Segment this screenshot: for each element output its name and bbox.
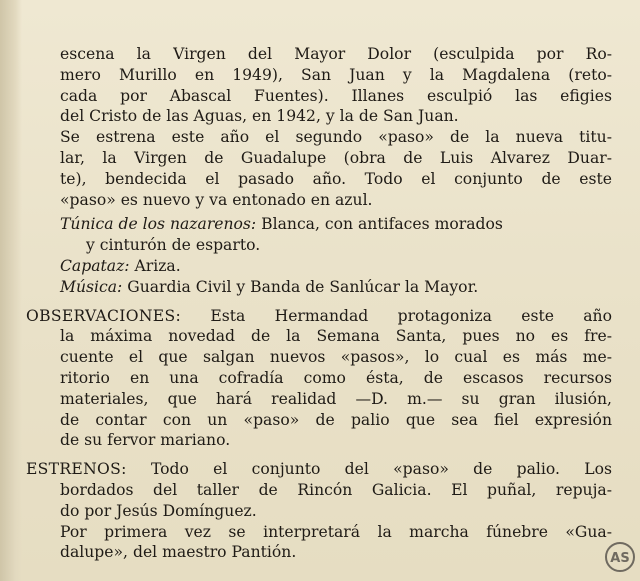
observaciones-text: Esta Hermandad protagoniza este año [210, 306, 612, 325]
text-line: bordados del taller de Rincón Galicia. El puñal, repuja- [60, 480, 612, 499]
text-line: mero Murillo en 1949), San Juan y la Magdalena (reto- [60, 65, 612, 84]
text-line: cada por Abascal Fuentes). Illanes esculpió las efigies [60, 86, 612, 105]
text-line: «paso» es nuevo y va entonado en azul. [60, 190, 373, 209]
text-line: ritorio en una cofradía como ésta, de escasos recursos [60, 368, 612, 387]
tunica-text: Blanca, con antifaces morados [261, 215, 503, 234]
capataz-text: Ariza. [134, 256, 181, 275]
text-line: te), bendecida el pasado año. Todo el conjunto de este [60, 169, 612, 188]
tunica-line [26, 214, 612, 235]
tunica-continuation: y cinturón de esparto. [86, 236, 261, 255]
tunica-label: Túnica de los nazarenos: [60, 215, 257, 234]
text-line: dalupe», del maestro Pantión. [60, 543, 297, 562]
observaciones-label: OBSERVACIONES: [26, 306, 181, 325]
estrenos-text: Todo el conjunto del «paso» de palio. Los [150, 460, 612, 479]
musica-line [26, 277, 612, 298]
page-spine-shadow [0, 0, 22, 581]
watermark-logo-icon [604, 541, 636, 573]
musica-label: Música: [60, 277, 123, 296]
estrenos-label: ESTRENOS: [26, 460, 127, 479]
text-line: del Cristo de las Aguas, en 1942, y la de San Juan. [60, 107, 459, 126]
text-line: la máxima novedad de la Semana Santa, pues no es fre- [60, 327, 612, 346]
text-line: escena la Virgen del Mayor Dolor (esculpida por Ro- [60, 45, 612, 63]
estrenos-first-line [26, 459, 612, 480]
text-line: materiales, que hará realidad —D. m.— su gran ilusión, [60, 389, 612, 408]
text-line: cuente el que salgan nuevos «pasos», lo cual es más me- [60, 348, 612, 367]
text-line: Se estrena este año el segundo «paso» de la nueva titu- [60, 128, 612, 147]
logo-text: AS [610, 551, 630, 566]
text-line: de contar con un «paso» de palio que sea fiel expresión [60, 410, 612, 429]
text-line: do por Jesús Domínguez. [60, 501, 257, 520]
capataz-line [26, 256, 612, 277]
text-line: Por primera vez se interpretará la marcha fúnebre «Gua- [60, 522, 612, 541]
observaciones-first-line [26, 306, 612, 327]
capataz-label: Capataz: [60, 256, 130, 275]
musica-text: Guardia Civil y Banda de Sanlúcar la Mayor. [127, 277, 479, 296]
text-line: de su fervor mariano. [60, 431, 231, 450]
text-column [26, 44, 612, 563]
text-line: lar, la Virgen de Guadalupe (obra de Luis Alvarez Duar- [60, 148, 612, 167]
